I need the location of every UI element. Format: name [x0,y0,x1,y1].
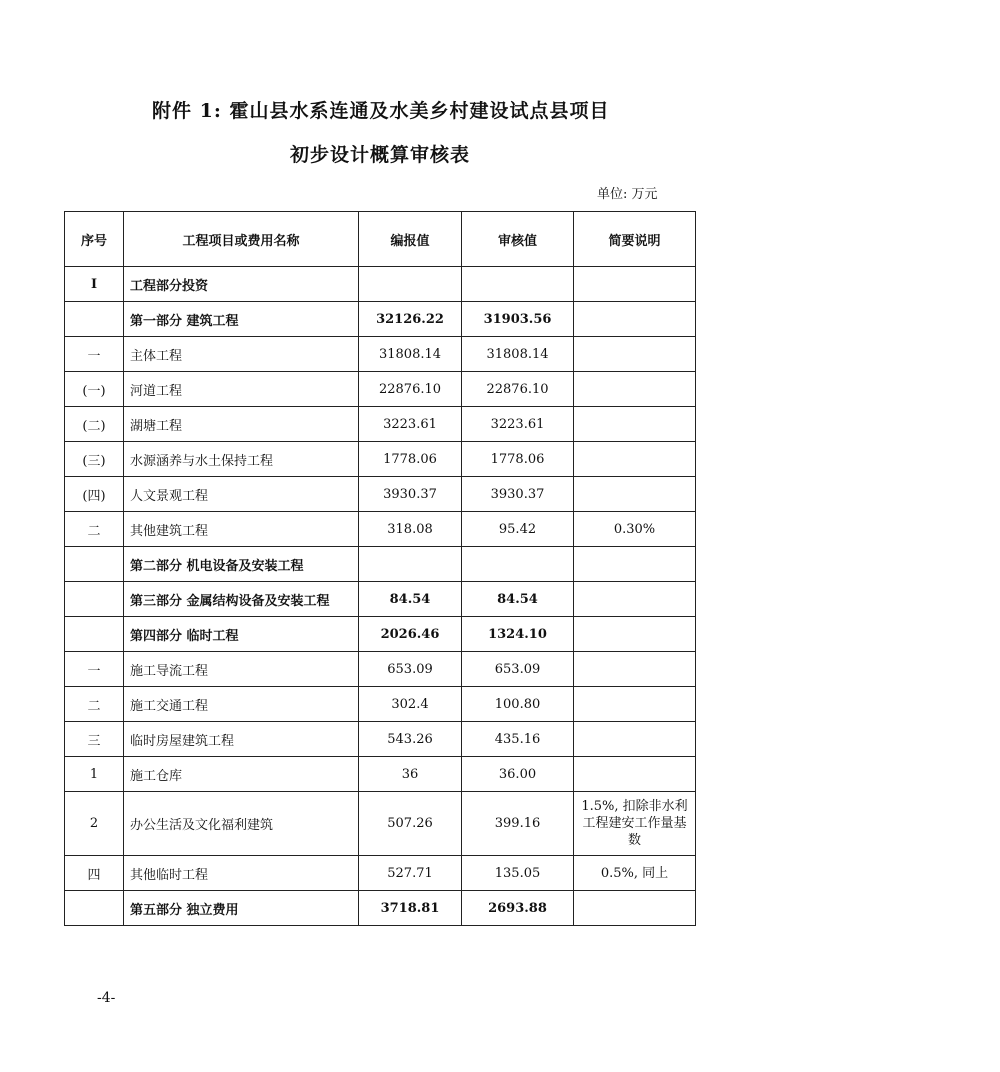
cell-serial-no [65,302,124,337]
table-row [65,652,696,687]
cell-reported-value: 318.08 [359,512,462,547]
cell-brief-note [574,652,696,687]
cell-brief-note: 0.5%, 同上 [574,856,696,891]
cell-reported-value: 302.4 [359,687,462,722]
table-row [65,512,696,547]
cell-reported-value: 543.26 [359,722,462,757]
cell-audited-value: 95.42 [462,512,574,547]
cell-audited-value: 1324.10 [462,617,574,652]
cell-serial-no: 三 [65,722,124,757]
cell-item-name: 工程部分投资 [124,267,359,302]
cell-serial-no: 一 [65,652,124,687]
cell-brief-note [574,687,696,722]
cell-reported-value: 527.71 [359,856,462,891]
cell-item-name: 临时房屋建筑工程 [124,722,359,757]
cell-brief-note [574,617,696,652]
table-row [65,792,696,856]
cell-reported-value: 84.54 [359,582,462,617]
cell-item-name: 施工交通工程 [124,687,359,722]
cell-serial-no [65,617,124,652]
table-row [65,891,696,926]
cell-serial-no: (四) [65,477,124,512]
table-row [65,582,696,617]
cell-item-name: 施工仓库 [124,757,359,792]
cell-brief-note [574,477,696,512]
cell-serial-no [65,891,124,926]
cell-audited-value: 653.09 [462,652,574,687]
cell-item-name: 施工导流工程 [124,652,359,687]
cell-audited-value [462,267,574,302]
cell-audited-value: 135.05 [462,856,574,891]
table-row [65,856,696,891]
cell-serial-no [65,547,124,582]
table-row [65,617,696,652]
cell-serial-no: 一 [65,337,124,372]
cell-brief-note [574,547,696,582]
cell-audited-value: 31808.14 [462,337,574,372]
cell-serial-no: (一) [65,372,124,407]
table-body [65,267,696,926]
cell-item-name: 其他临时工程 [124,856,359,891]
cell-item-name: 河道工程 [124,372,359,407]
table-row [65,302,696,337]
cell-audited-value: 31903.56 [462,302,574,337]
cell-audited-value: 22876.10 [462,372,574,407]
cell-item-name: 水源涵养与水土保持工程 [124,442,359,477]
cell-brief-note: 1.5%, 扣除非水利工程建安工作量基数 [574,792,696,856]
cell-item-name: 第二部分 机电设备及安装工程 [124,547,359,582]
cell-brief-note [574,722,696,757]
cell-reported-value: 507.26 [359,792,462,856]
table-row [65,442,696,477]
cell-serial-no: (三) [65,442,124,477]
page-number: -4- [97,990,116,1006]
table-row [65,337,696,372]
cell-brief-note [574,582,696,617]
cell-brief-note [574,337,696,372]
cell-audited-value: 1778.06 [462,442,574,477]
cell-serial-no: 二 [65,512,124,547]
table-row [65,477,696,512]
cell-reported-value: 31808.14 [359,337,462,372]
cell-audited-value: 435.16 [462,722,574,757]
table-row [65,407,696,442]
header-brief-note: 简要说明 [574,212,696,267]
cell-reported-value: 3718.81 [359,891,462,926]
cell-item-name: 办公生活及文化福利建筑 [124,792,359,856]
cell-serial-no: 四 [65,856,124,891]
cell-audited-value: 84.54 [462,582,574,617]
cell-audited-value: 3930.37 [462,477,574,512]
cell-serial-no: (二) [65,407,124,442]
table-row [65,547,696,582]
cell-brief-note [574,267,696,302]
table-header-row [65,212,696,267]
cell-item-name: 其他建筑工程 [124,512,359,547]
cell-reported-value: 653.09 [359,652,462,687]
cell-brief-note [574,757,696,792]
budget-review-table [64,211,696,926]
cell-audited-value: 36.00 [462,757,574,792]
cell-item-name: 第三部分 金属结构设备及安装工程 [124,582,359,617]
cell-serial-no: I [65,267,124,302]
header-item-name: 工程项目或费用名称 [124,212,359,267]
cell-serial-no: 2 [65,792,124,856]
cell-audited-value [462,547,574,582]
cell-reported-value: 36 [359,757,462,792]
cell-audited-value: 3223.61 [462,407,574,442]
cell-audited-value: 399.16 [462,792,574,856]
cell-reported-value: 1778.06 [359,442,462,477]
unit-label: 单位: 万元 [597,187,658,202]
header-reported-value: 编报值 [359,212,462,267]
cell-reported-value [359,547,462,582]
table-row [65,372,696,407]
cell-brief-note [574,407,696,442]
cell-brief-note [574,372,696,407]
cell-brief-note [574,302,696,337]
cell-serial-no: 1 [65,757,124,792]
cell-brief-note: 0.30% [574,512,696,547]
cell-brief-note [574,442,696,477]
cell-reported-value: 3930.37 [359,477,462,512]
cell-reported-value: 22876.10 [359,372,462,407]
cell-item-name: 第一部分 建筑工程 [124,302,359,337]
header-audited-value: 审核值 [462,212,574,267]
cell-item-name: 第四部分 临时工程 [124,617,359,652]
cell-serial-no: 二 [65,687,124,722]
cell-item-name: 主体工程 [124,337,359,372]
cell-brief-note [574,891,696,926]
cell-reported-value [359,267,462,302]
document-title-line1: 附件 1: 霍山县水系连通及水美乡村建设试点县项目 [152,100,610,122]
table-row [65,687,696,722]
cell-reported-value: 32126.22 [359,302,462,337]
header-serial-no: 序号 [65,212,124,267]
cell-item-name: 人文景观工程 [124,477,359,512]
cell-serial-no [65,582,124,617]
table-row [65,267,696,302]
document-title-line2: 初步设计概算审核表 [290,144,471,166]
cell-item-name: 湖塘工程 [124,407,359,442]
cell-reported-value: 2026.46 [359,617,462,652]
cell-item-name: 第五部分 独立费用 [124,891,359,926]
cell-audited-value: 2693.88 [462,891,574,926]
cell-audited-value: 100.80 [462,687,574,722]
cell-reported-value: 3223.61 [359,407,462,442]
table-row [65,722,696,757]
table-row [65,757,696,792]
